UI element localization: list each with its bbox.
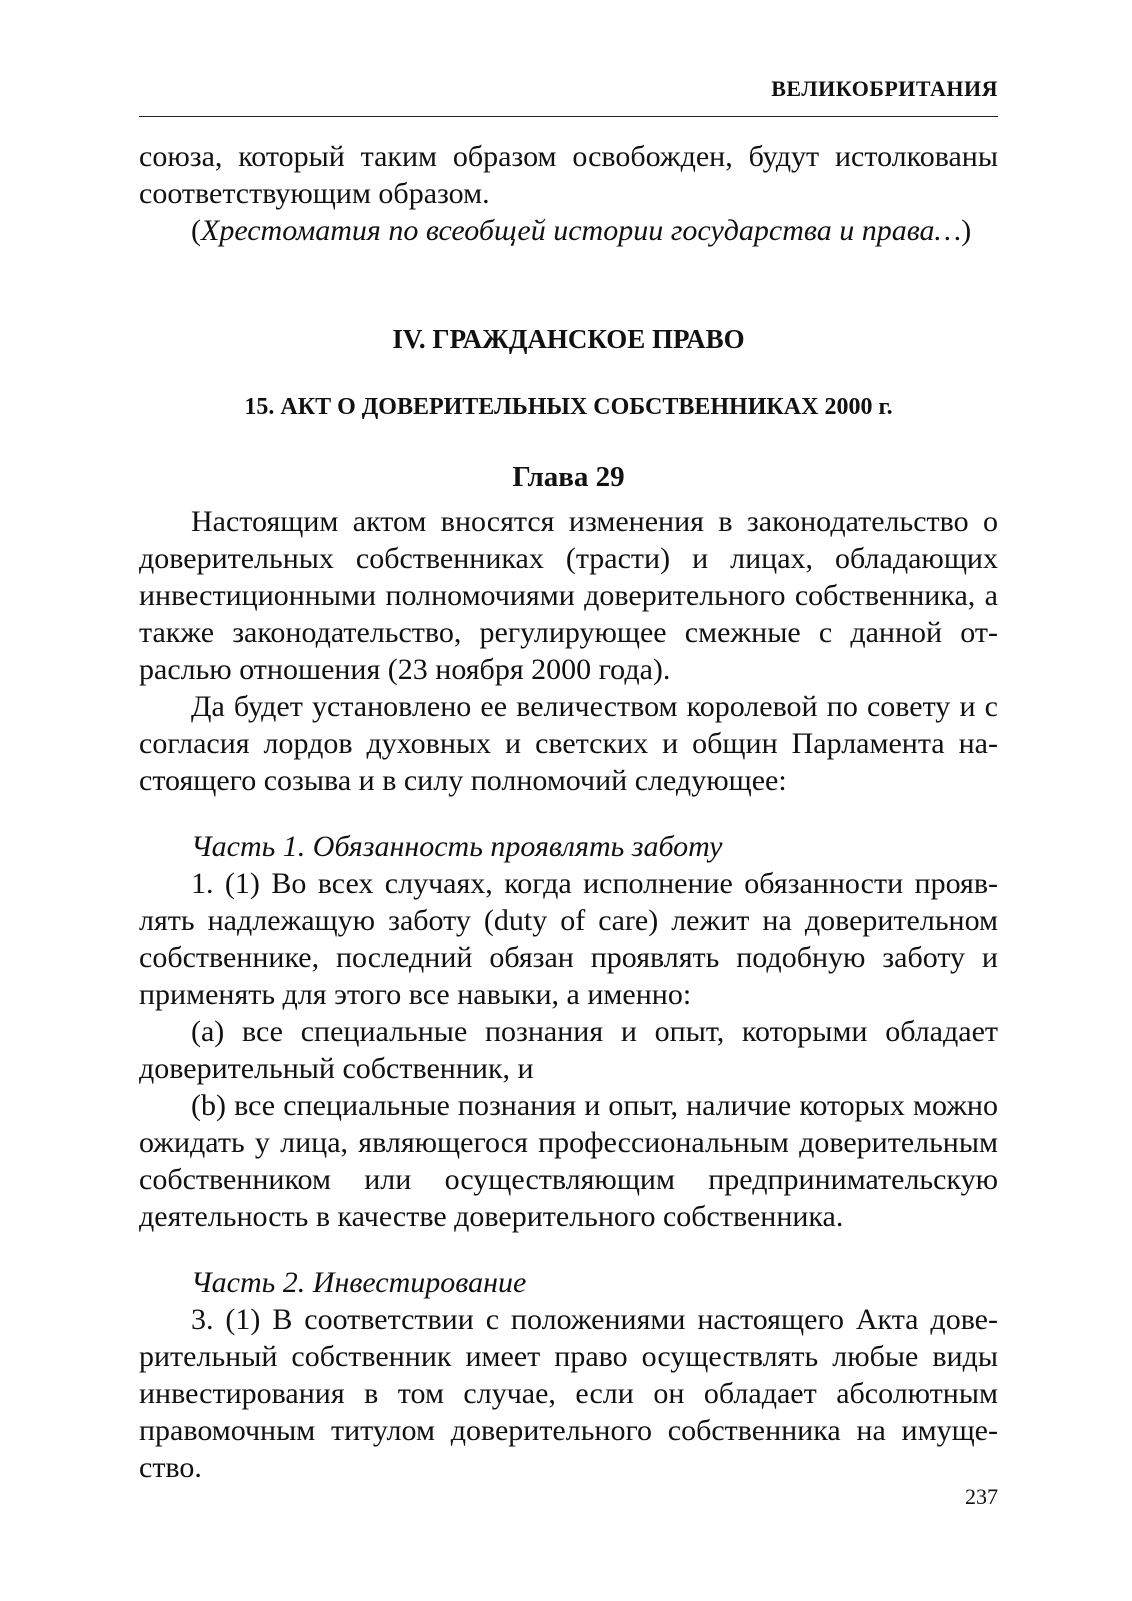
part-1-title: Часть 1. Обязанность проявлять заботу bbox=[191, 830, 723, 863]
part-2-title: Часть 2. Инвестирование bbox=[191, 1266, 527, 1299]
clause-1-1: 1. (1) Во всех случаях, когда исполнение обязанности проявлять надлежащую заботу (duty of care) лежит на доверительном собственнике, последний обязан проявлять подобную заботу и применять для этого все навыки, а именно: bbox=[139, 867, 998, 1011]
header-rule bbox=[139, 116, 998, 117]
enactment-paragraph: Да будет установлено ее величеством королевой по совету и с согласия лордов духовных и светских и общин Парламента настоящего созыва и в силу полномочий следующее: bbox=[139, 690, 998, 797]
running-head: ВЕЛИКОБРИТАНИЯ bbox=[771, 76, 998, 101]
continuation-paragraph: союза, который таким образом освобожден, будут истолкованы соответствующим образом. bbox=[139, 140, 998, 210]
citation-close: ) bbox=[961, 214, 972, 247]
clause-3-1: 3. (1) В соответствии с положениями настоящего Акта доверительный собственник имеет право осуществлять любые виды инвестирования в том случае, если он обладает абсолютным правомочным титулом доверительного собственника на имущество. bbox=[139, 1303, 998, 1484]
page-number: 237 bbox=[965, 1484, 998, 1509]
clause-1-a: (a) все специальные познания и опыт, которыми обладает доверительный собственник, и bbox=[139, 1015, 998, 1085]
spacer bbox=[139, 1235, 998, 1264]
act-heading: 15. АКТ О ДОВЕРИТЕЛЬНЫХ СОБСТВЕННИКАХ 2000 г. bbox=[244, 394, 893, 420]
source-citation bbox=[139, 212, 998, 249]
section-heading: IV. ГРАЖДАНСКОЕ ПРАВО bbox=[392, 324, 745, 354]
citation-title: Хрестоматия по всеобщей истории государства и права… bbox=[201, 214, 962, 247]
clause-1-b: (b) все специальные познания и опыт, наличие которых можно ожидать у лица, являющегося профессиональным доверительным собственником или осуществляющим предпринимательскую деятельность в качестве доверительного собственника. bbox=[139, 1089, 998, 1233]
preamble-paragraph: Настоящим актом вносятся изменения в законодательство о доверительных собственниках (трасти) и лицах, обладающих инвестиционными полномочиями доверительного собственника, а также законодательство, регулирующее смежные с данной отраслью отношения (23 ноября 2000 года). bbox=[139, 505, 998, 686]
spacer bbox=[139, 799, 998, 828]
citation-open: ( bbox=[191, 214, 201, 247]
chapter-heading: Глава 29 bbox=[512, 461, 625, 493]
page-body bbox=[139, 138, 998, 1486]
